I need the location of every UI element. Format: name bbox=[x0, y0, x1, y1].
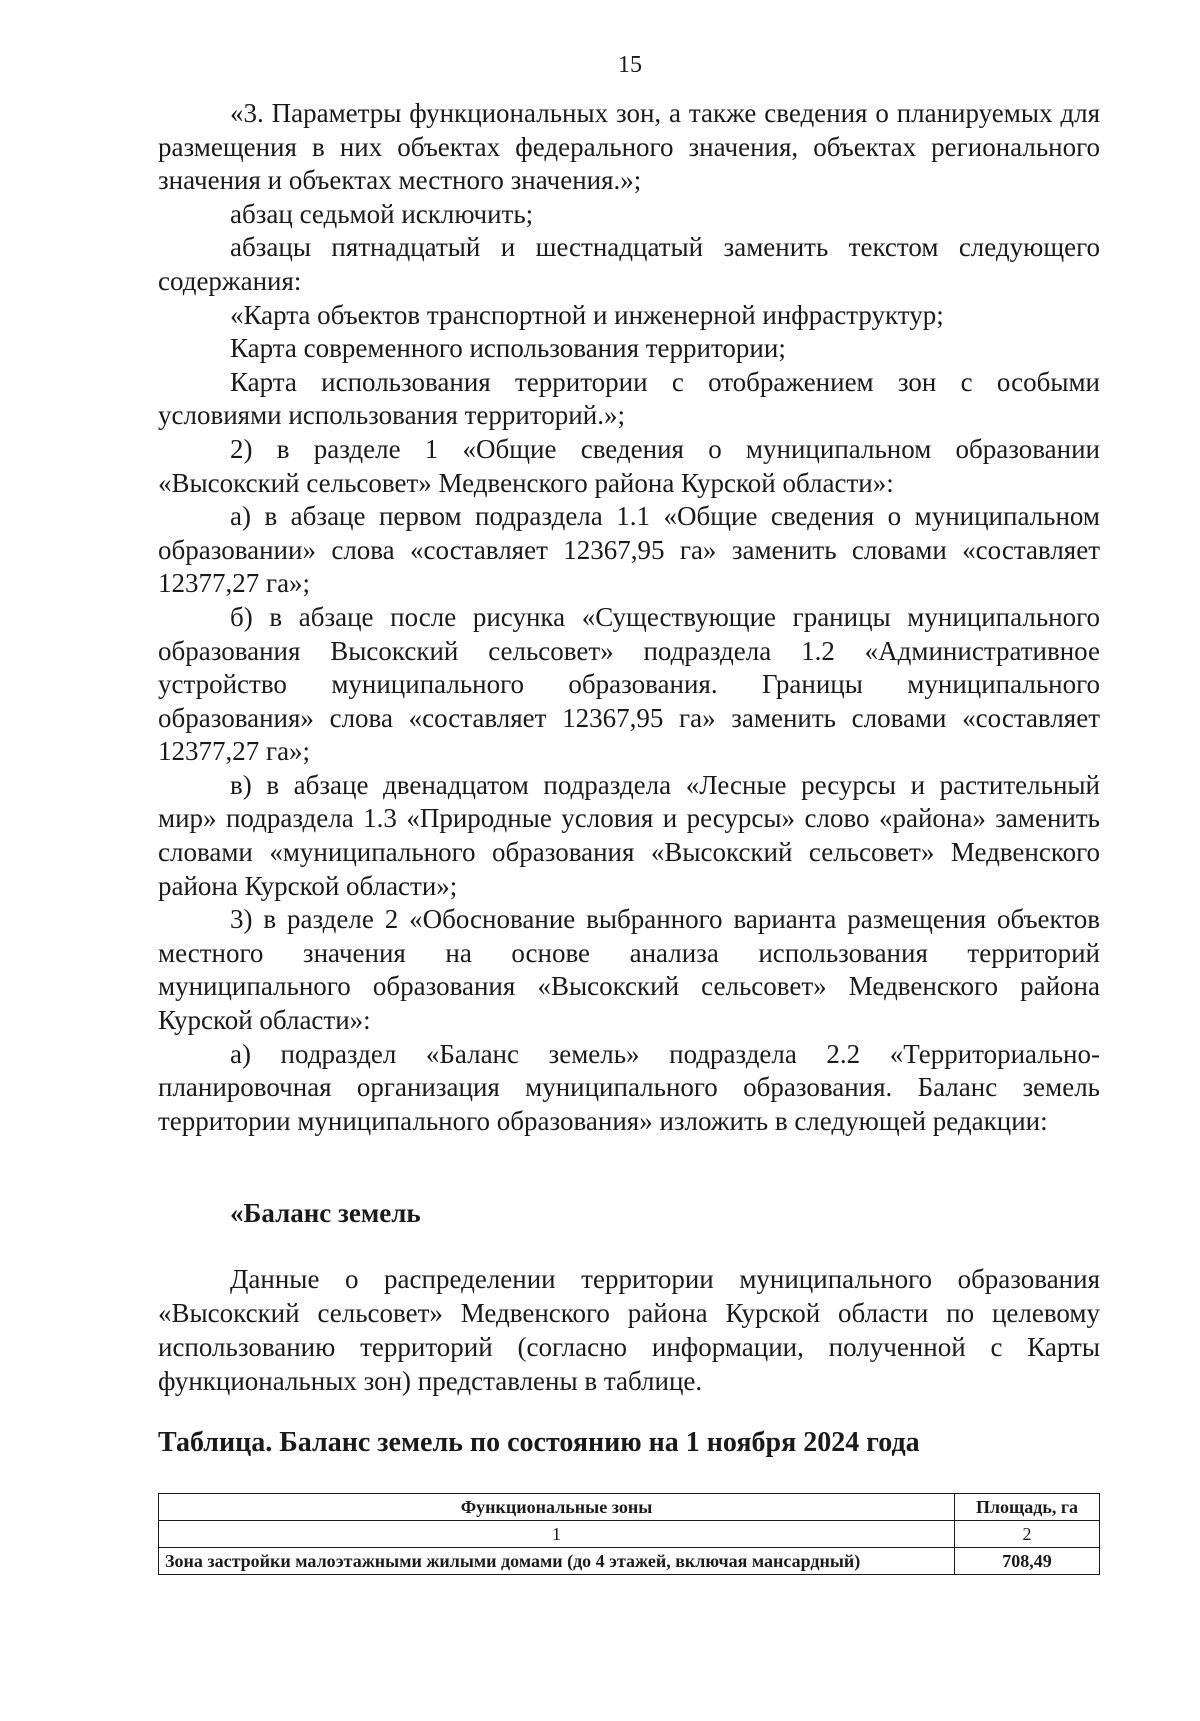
section-heading: «Баланс земель bbox=[230, 1198, 421, 1228]
table-title: Таблица. Баланс земель по состоянию на 1 ноября 2024 года bbox=[158, 1427, 920, 1458]
table-row bbox=[159, 1548, 1100, 1575]
paragraph: «3. Параметры функциональных зон, а также сведения о планируемых для размещения в них объектах федерального значения, объектах регионального значения и объектах местного значения.»; bbox=[158, 98, 1100, 196]
column-header-zones: Функциональные зоны bbox=[159, 1494, 955, 1521]
area-cell: 708,49 bbox=[955, 1548, 1100, 1575]
paragraph: а) подраздел «Баланс земель» подраздела 2.2 «Территориально-планировочная организация муниципального образования. Баланс земель территории муниципального образования» изложить в следующей редакции: bbox=[158, 1038, 1100, 1136]
paragraph: б) в абзаце после рисунка «Существующие границы муниципального образования Высокский сельсовет» подраздела 1.2 «Административное устройство муниципального образования. Границы муниципального образования» слова «составляет 12367,95 га» заменить словами «составляет 12377,27 га»; bbox=[158, 601, 1100, 767]
column-index: 1 bbox=[159, 1521, 955, 1548]
paragraph: абзац седьмой исключить; bbox=[230, 198, 534, 229]
paragraph: в) в абзаце двенадцатом подраздела «Лесные ресурсы и растительный мир» подраздела 1.3 «Природные условия и ресурсы» слово «района» заменить словами «муниципального образования «Высокский сельсовет» Медвенского района Курской области»; bbox=[158, 769, 1100, 901]
column-header-area: Площадь, га bbox=[955, 1494, 1100, 1521]
paragraph: 3) в разделе 2 «Обоснование выбранного варианта размещения объектов местного значения на основе анализа использования территорий муниципального образования «Высокский сельсовет» Медвенского района Курской области»: bbox=[158, 904, 1100, 1036]
body-text bbox=[158, 97, 1100, 1138]
paragraph: «Карта объектов транспортной и инженерной инфраструктур; bbox=[230, 299, 944, 330]
data-paragraph: Данные о распределении территории муниципального образования «Высокский сельсовет» Медвенского района Курской области по целевому использованию территорий (согласно информации, полученной с Карты функциональных зон) представлены в таблице. bbox=[158, 1264, 1100, 1396]
table-index-row bbox=[159, 1521, 1100, 1548]
table-header-row bbox=[159, 1494, 1100, 1521]
paragraph: Карта использования территории с отображением зон с особыми условиями использования территорий.»; bbox=[158, 366, 1100, 431]
paragraph: Карта современного использования территории; bbox=[230, 333, 786, 364]
page-number: 15 bbox=[618, 52, 642, 78]
zone-cell: Зона застройки малоэтажными жилыми домами (до 4 этажей, включая мансардный) bbox=[159, 1548, 955, 1575]
land-balance-table bbox=[158, 1493, 1100, 1575]
column-index: 2 bbox=[955, 1521, 1100, 1548]
paragraph: а) в абзаце первом подраздела 1.1 «Общие сведения о муниципальном образовании» слова «составляет 12367,95 га» заменить словами «составляет 12377,27 га»; bbox=[158, 501, 1100, 599]
paragraph: абзацы пятнадцатый и шестнадцатый заменить текстом следующего содержания: bbox=[158, 232, 1100, 296]
paragraph: 2) в разделе 1 «Общие сведения о муниципальном образовании «Высокский сельсовет» Медвенского района Курской области»: bbox=[158, 433, 1100, 498]
